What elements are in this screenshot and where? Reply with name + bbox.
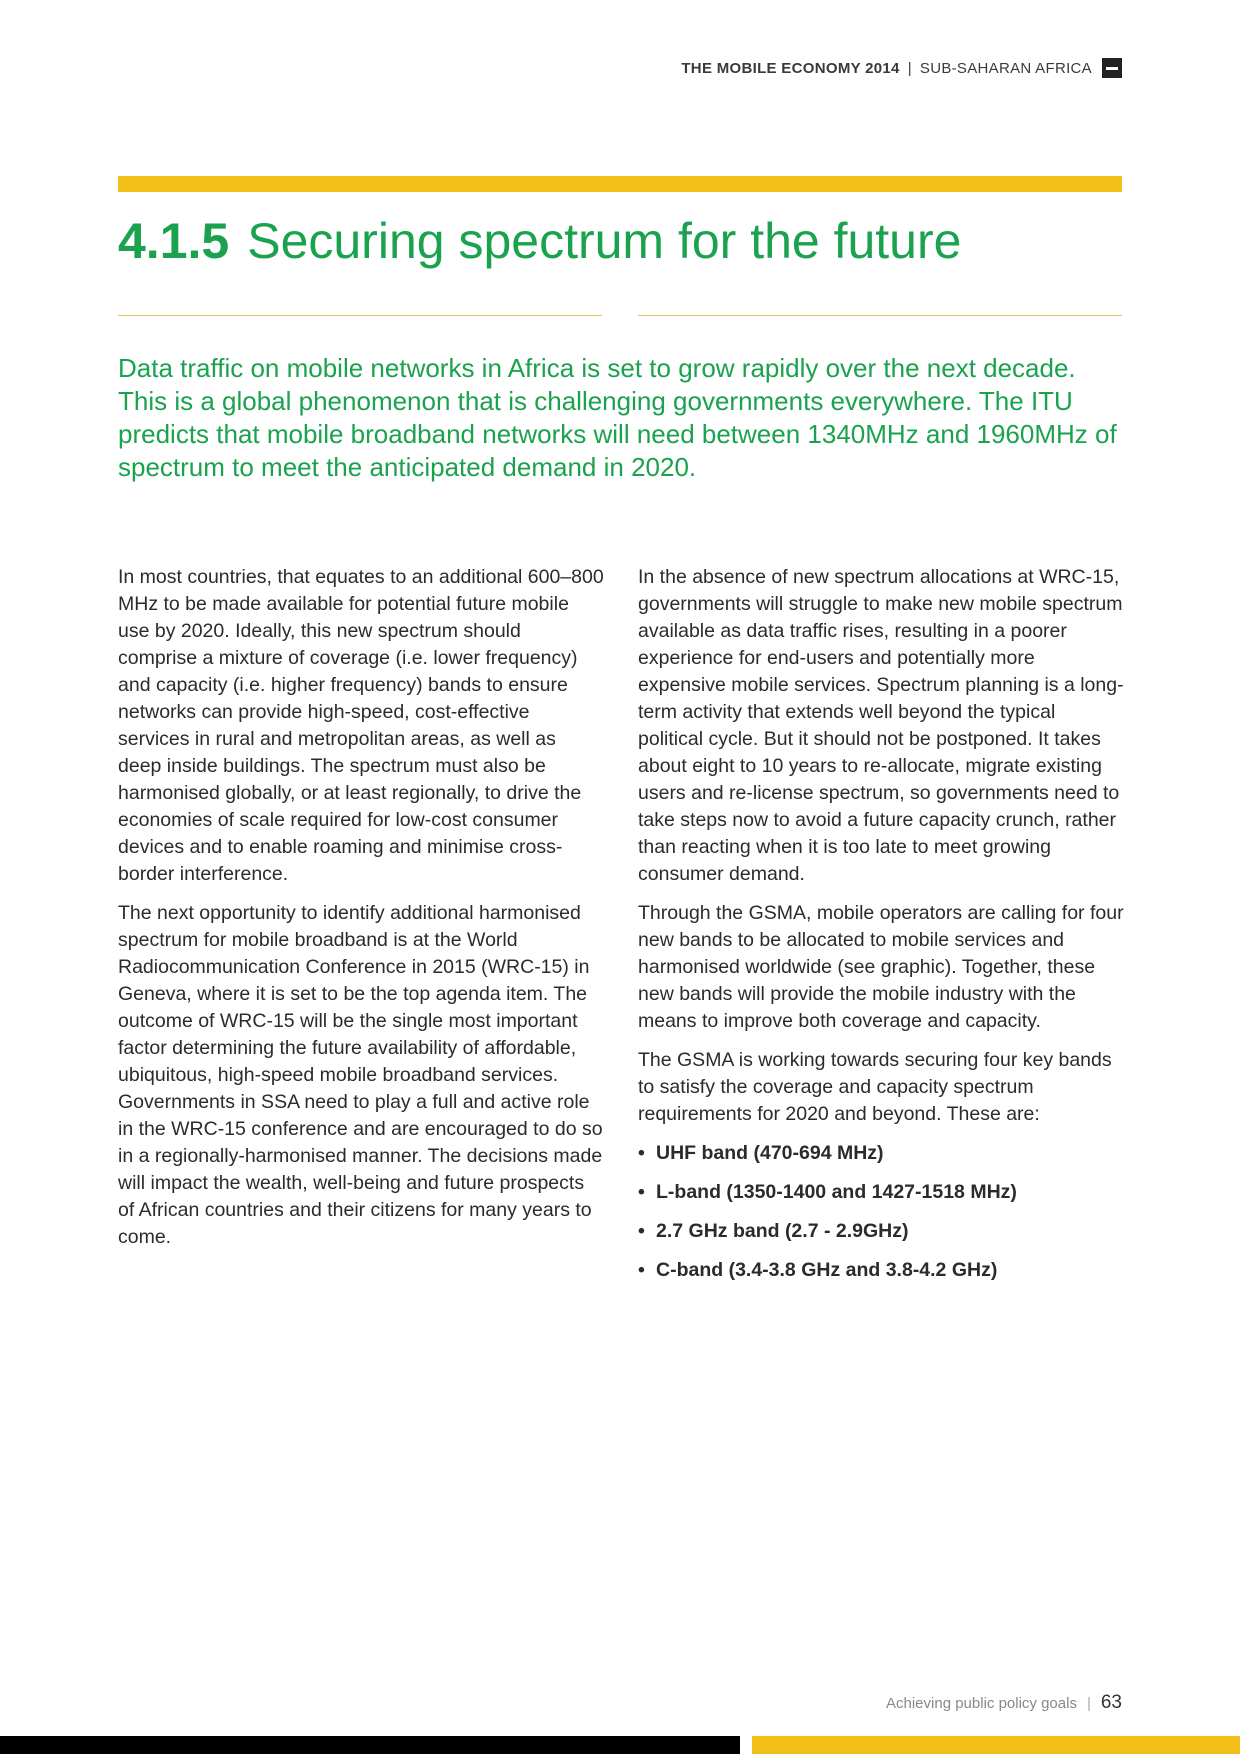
publication-title: THE MOBILE ECONOMY 2014 [681,59,900,77]
list-item [638,1218,1124,1245]
left-column [118,564,604,1263]
bands-list [638,1140,1124,1284]
list-item [638,1179,1124,1206]
list-item [638,1140,1124,1167]
page-footer [886,1692,1122,1714]
left-divider [118,315,602,316]
band-label: L-band (1350-1400 and 1427-1518 MHz) [656,1181,1017,1203]
bullet-icon: • [638,1181,645,1203]
header-separator: | [907,59,912,77]
running-header [681,58,1122,78]
right-column [638,564,1124,1296]
page-number: 63 [1100,1692,1122,1713]
body-paragraph: The GSMA is working towards securing four key bands to satisfy the coverage and capacity spectrum requirements for 2020 and beyond. These are: [638,1049,1112,1125]
footer-yellow-bar [752,1736,1240,1754]
footer-black-bar [0,1736,740,1754]
bullet-icon: • [638,1259,645,1281]
list-item [638,1257,1124,1284]
intro-paragraph: Data traffic on mobile networks in Africa is set to grow rapidly over the next decade. This is a global phenomenon that is challenging governments everywhere. The ITU predicts that mobile broadband networks will need between 1340MHz and 1960MHz of spectrum to meet the anticipated demand in 2020. [118,353,1117,482]
footer-separator: | [1086,1694,1091,1712]
body-paragraph: Through the GSMA, mobile operators are calling for four new bands to be allocated to mobile services and harmonised worldwide (see graphic). Together, these new bands will provide the mobile industry with the means to improve both coverage and capacity. [638,902,1124,1032]
footer-section-label: Achieving public policy goals [886,1694,1077,1712]
gsma-logo-icon [1102,58,1122,78]
section-number: 4.1.5 [118,213,230,269]
body-paragraph: In most countries, that equates to an additional 600–800 MHz to be made available for potential future mobile use by 2020. Ideally, this new spectrum should comprise a mixture of coverage (i.e. lower frequency) and capacity (i.e. higher frequency) bands to ensure networks can provide high-speed, cost-effective services in rural and metropolitan areas, as well as deep inside buildings. The spectrum must also be harmonised globally, or at least regionally, to drive the economies of scale required for low-cost consumer devices and to enable roaming and minimise cross-border interference. [118,566,604,885]
bullet-icon: • [638,1220,645,1242]
body-paragraph: In the absence of new spectrum allocations at WRC-15, governments will struggle to make new mobile spectrum available as data traffic rises, resulting in a poorer experience for end-users and potentially more expensive mobile services. Spectrum planning is a long-term activity that extends well beyond the typical political cycle. But it should not be postponed. It takes about eight to 10 years to re-allocate, migrate existing users and re-license spectrum, so governments need to take steps now to avoid a future capacity crunch, rather than reacting when it is too late to meet growing consumer demand. [638,566,1124,885]
band-label: 2.7 GHz band (2.7 - 2.9GHz) [656,1220,909,1242]
section-title [118,212,961,270]
section-heading: Securing spectrum for the future [247,213,962,269]
right-divider [638,315,1122,316]
band-label: C-band (3.4-3.8 GHz and 3.8-4.2 GHz) [656,1259,998,1281]
bullet-icon: • [638,1142,645,1164]
section-top-bar [118,176,1122,192]
body-paragraph: The next opportunity to identify additional harmonised spectrum for mobile broadband is at the World Radiocommunication Conference in 2015 (WRC-15) in Geneva, where it is set to be the top agenda item. The outcome of WRC-15 will be the single most important factor determining the future availability of affordable, ubiquitous, high-speed mobile broadband services. Governments in SSA need to play a full and active role in the WRC-15 conference and are encouraged to do so in a regionally-harmonised manner. The decisions made will impact the wealth, well-being and future prospects of African countries and their citizens for many years to come. [118,902,603,1248]
region-label: SUB-SAHARAN AFRICA [919,59,1092,77]
band-label: UHF band (470-694 MHz) [656,1142,884,1164]
